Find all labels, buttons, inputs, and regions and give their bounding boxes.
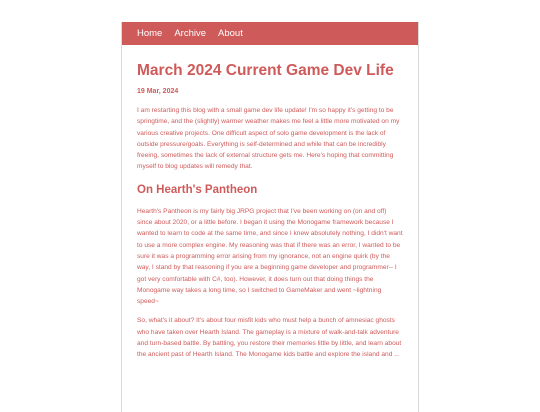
post-title: March 2024 Current Game Dev Life (137, 62, 394, 79)
section-paragraph-1: Hearth's Pantheon is my fairly big JRPG project that I've been working on (on and off) since about 2020, or a little before. I began it using the Monogame framework because I wanted to learn to code at the same time, and since I knew absolutely nothing, I didn't want to use a more complex engine. My reasoning was that if there was an error, I wanted to be sure it was a programming error arising from my ignorance, not an engine quirk (by the way, I stand by that reasoning if you are a beginning game developer and programmer-- I got very comfortable with C#, too). However, it does turn out that doing things the Monogame way takes a long time, so I switched to GameMaker and went ~lightning speed~ (137, 207, 403, 306)
post-content (122, 61, 418, 361)
top-nav (122, 22, 418, 45)
post-date: 19 Mar, 2024 (137, 88, 179, 95)
nav-link-home[interactable]: Home (137, 28, 163, 39)
post-intro-paragraph: I am restarting this blog with a small game dev life update! I'm so happy it's getting to be springtime, and the (slightly) warmer weather makes me feel a little more motivated on my various creative projects. One difficult aspect of solo game development is the lack of outside pressure/goals. Everything is self-determined and while that can be incredibly freeing, sometimes the lack of external structure gets me. Here's hoping that committing myself to blog updates will remedy that. (137, 107, 400, 171)
section-paragraph-2: So, what's it about? It's about four misfit kids who must help a bunch of amnesiac ghosts who have taken over Hearth Island. The gameplay is a mixture of walk-and-talk adventure and turn-based battle. By battling, you restore their memories little by little, and learn about the ancient past of Hearth Island. The Monogame kids battle and explore the island and ... (137, 317, 402, 359)
nav-link-about[interactable]: About (218, 28, 243, 39)
section-heading: On Hearth's Pantheon (137, 183, 258, 196)
blog-page (121, 22, 419, 412)
nav-link-archive[interactable]: Archive (174, 28, 207, 39)
